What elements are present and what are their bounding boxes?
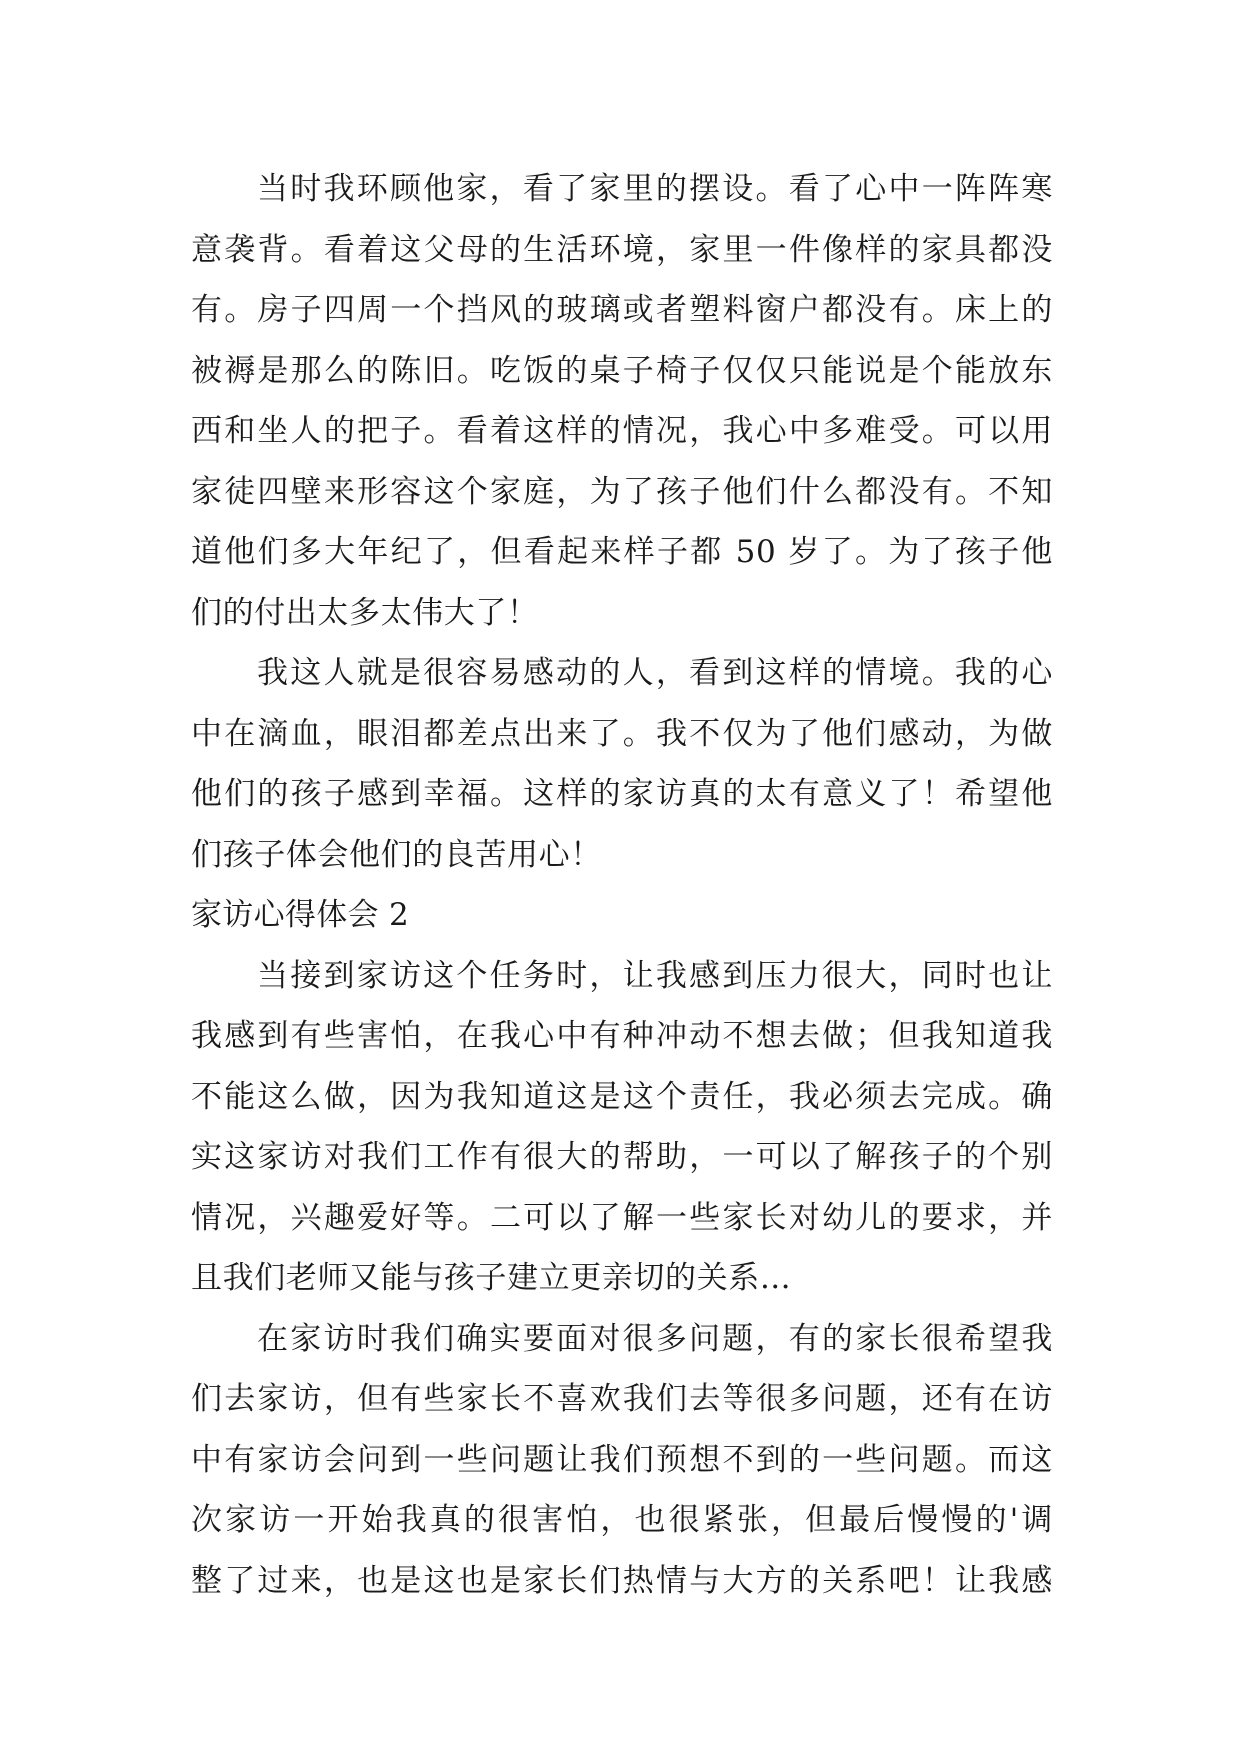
text-line: 有。房子四周一个挡风的玻璃或者塑料窗户都没有。床上的 — [191, 292, 1053, 328]
text-line: 家徒四壁来形容这个家庭，为了孩子他们什么都没有。不知 — [191, 473, 1053, 510]
text-line: 次家访一开始我真的很害怕，也很紧张，但最后慢慢的'调 — [191, 1502, 1053, 1538]
text-line: 我这人就是很容易感动的人，看到这样的情境。我的心 — [257, 655, 1053, 691]
text-line: 西和坐人的把子。看着这样的情况，我心中多难受。可以用 — [191, 413, 1053, 449]
text-line: 他们的孩子感到幸福。这样的家访真的太有意义了！希望他 — [191, 776, 1053, 812]
text-line: 们的付出太多太伟大了！ — [191, 594, 539, 631]
text-line: 道他们多大年纪了，但看起来样子都 50 岁了。为了孩子他 — [191, 534, 1053, 570]
paragraph-3 — [191, 946, 1053, 1309]
text-line: 整了过来，也是这也是家长们热情与大方的关系吧！让我感 — [191, 1562, 1053, 1599]
text-line: 被褥是那么的陈旧。吃饭的桌子椅子仅仅只能说是个能放东 — [191, 352, 1053, 389]
document-body — [191, 159, 1053, 1611]
text-line: 且我们老师又能与孩子建立更亲切的关系… — [191, 1260, 792, 1296]
paragraph-2 — [191, 643, 1053, 885]
text-line: 当时我环顾他家，看了家里的摆设。看了心中一阵阵寒 — [257, 171, 1053, 207]
text-line: 情况，兴趣爱好等。二可以了解一些家长对幼儿的要求，并 — [191, 1199, 1053, 1236]
text-line: 中在滴血，眼泪都差点出来了。我不仅为了他们感动，为做 — [191, 715, 1053, 752]
text-line: 们孩子体会他们的良苦用心！ — [191, 836, 602, 873]
paragraph-4 — [191, 1309, 1053, 1612]
text-line: 不能这么做，因为我知道这是这个责任，我必须去完成。确 — [191, 1078, 1053, 1115]
section-heading — [191, 885, 1053, 946]
text-line: 中有家访会问到一些问题让我们预想不到的一些问题。而这 — [191, 1441, 1053, 1478]
text-line: 在家访时我们确实要面对很多问题，有的家长很希望我 — [257, 1320, 1053, 1357]
heading-line: 家访心得体会 2 — [191, 897, 409, 933]
text-line: 意袭背。看着这父母的生活环境，家里一件像样的家具都没 — [191, 231, 1053, 268]
text-line: 我感到有些害怕，在我心中有种冲动不想去做；但我知道我 — [191, 1018, 1053, 1054]
text-line: 实这家访对我们工作有很大的帮助，一可以了解孩子的个别 — [191, 1139, 1053, 1175]
text-line: 当接到家访这个任务时，让我感到压力很大，同时也让 — [257, 957, 1053, 994]
text-line: 们去家访，但有些家长不喜欢我们去等很多问题，还有在访 — [191, 1381, 1053, 1417]
paragraph-1 — [191, 159, 1053, 643]
